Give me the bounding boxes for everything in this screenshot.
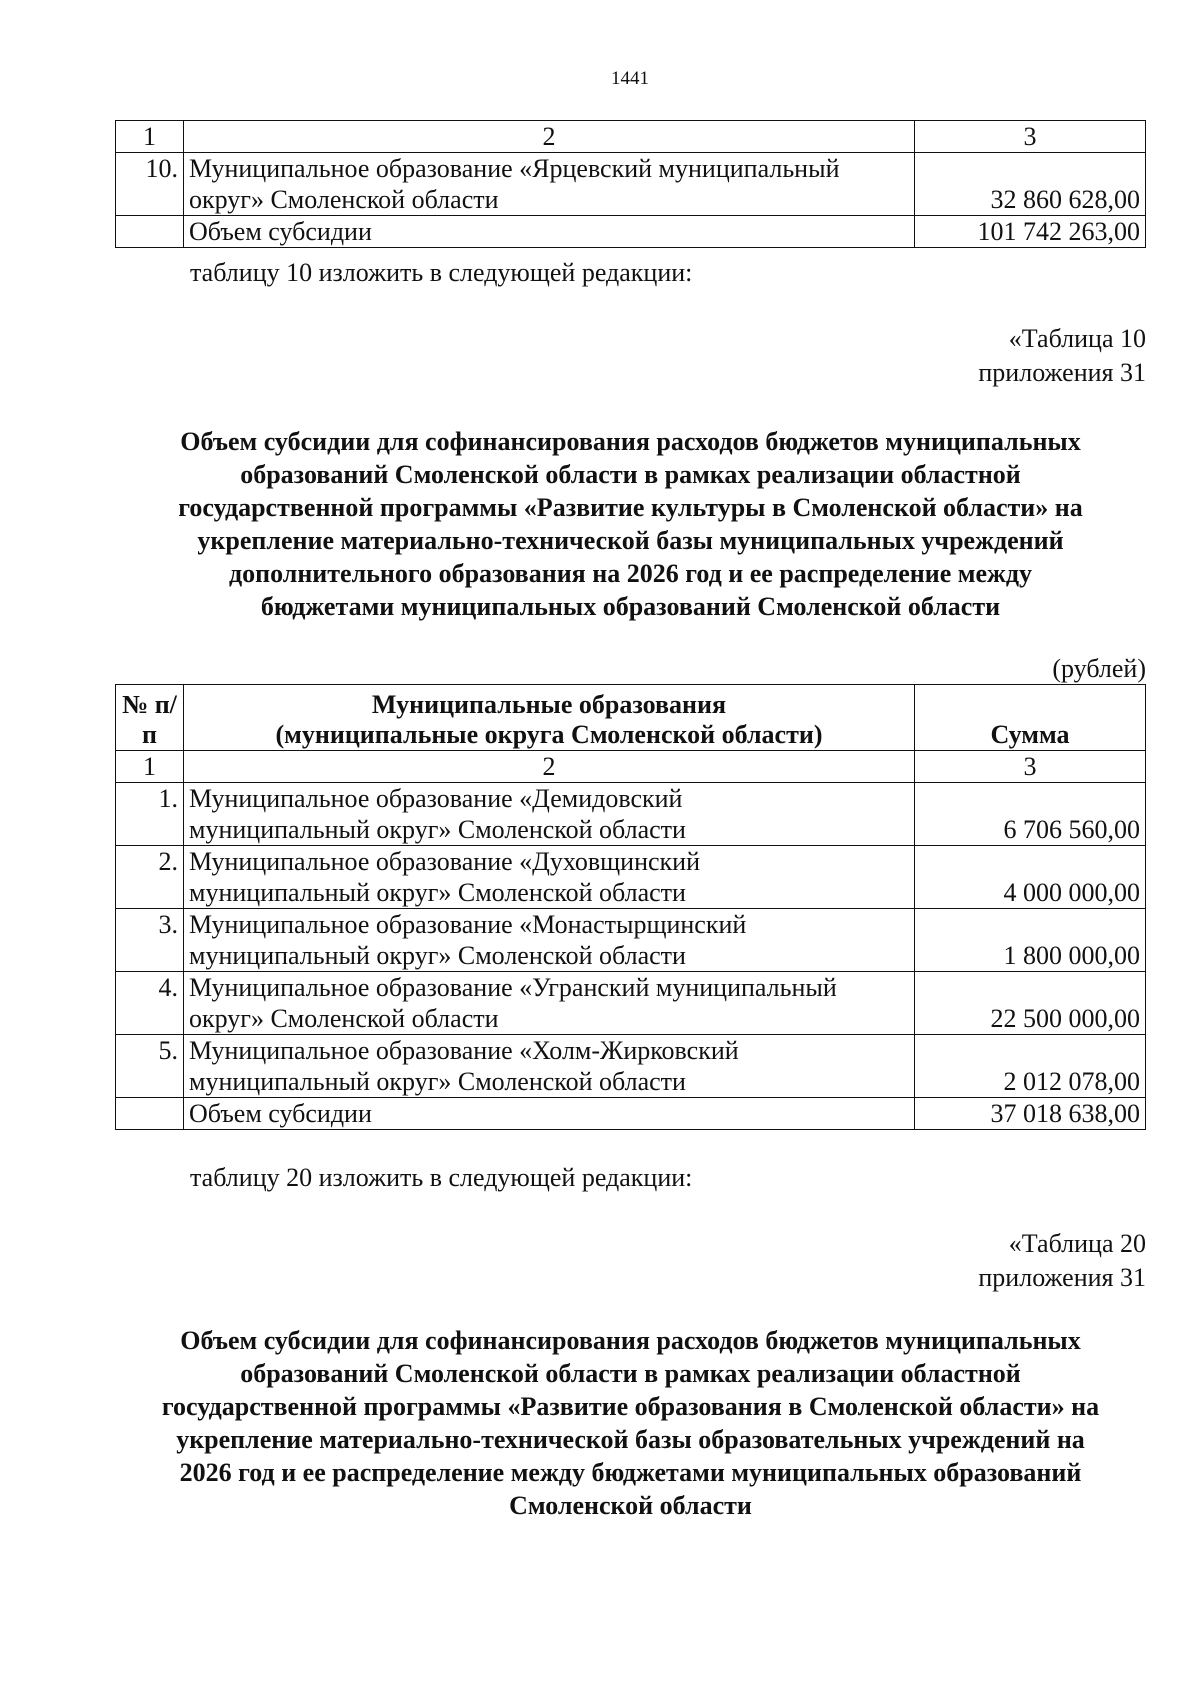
col-number-cell: 3 <box>915 121 1146 153</box>
municipality-name <box>184 846 915 909</box>
title-line: государственной программы «Развитие культуры в Смоленской области» на <box>178 493 1083 522</box>
table-title <box>115 425 1146 623</box>
municipality-name <box>184 783 915 846</box>
title-line: Объем субсидии для софинансирования расходов бюджетов муниципальных <box>180 427 1081 456</box>
table-row <box>116 783 1146 846</box>
municipality-name <box>184 153 915 216</box>
sum-cell: 4 000 000,00 <box>915 846 1146 909</box>
name-line: округ» Смоленской области <box>189 185 499 214</box>
row-number: 1. <box>116 783 184 846</box>
col-number-cell: 2 <box>184 751 915 783</box>
empty-cell <box>116 1098 184 1130</box>
title-line: государственной программы «Развитие образования в Смоленской области» на <box>161 1392 1100 1421</box>
table-row <box>116 153 1146 216</box>
total-sum: 101 742 263,00 <box>915 216 1146 248</box>
page-number: 1441 <box>611 68 649 89</box>
name-line: муниципальный округ» Смоленской области <box>189 1067 686 1096</box>
title-line: Смоленской области <box>509 1491 752 1520</box>
row-number: 3. <box>116 909 184 972</box>
row-number: 4. <box>116 972 184 1035</box>
column-number-row <box>116 751 1146 783</box>
sum-cell: 1 800 000,00 <box>915 909 1146 972</box>
title-line: укрепление материально-технической базы муниципальных учреждений <box>197 526 1064 555</box>
total-sum: 37 018 638,00 <box>915 1098 1146 1130</box>
table-reference-line: приложения 31 <box>978 358 1146 387</box>
total-label: Объем субсидии <box>184 1098 915 1130</box>
table-reference <box>978 1227 1146 1295</box>
header-name <box>184 685 915 751</box>
row-number: 5. <box>116 1035 184 1098</box>
instruction-text: таблицу 20 изложить в следующей редакции: <box>190 1163 693 1192</box>
table-row <box>116 909 1146 972</box>
table-reference-line: приложения 31 <box>978 1263 1146 1292</box>
total-row <box>116 216 1146 248</box>
col-number-cell: 3 <box>915 751 1146 783</box>
table-row <box>116 846 1146 909</box>
title-line: укрепление материально-технической базы образовательных учреждений на <box>176 1425 1085 1454</box>
table-reference-line: «Таблица 20 <box>1008 1229 1146 1258</box>
sum-cell: 6 706 560,00 <box>915 783 1146 846</box>
previous-table <box>115 120 1146 248</box>
municipality-name <box>184 909 915 972</box>
table-reference <box>978 322 1146 390</box>
sum-cell: 2 012 078,00 <box>915 1035 1146 1098</box>
title-line: Объем субсидии для софинансирования расходов бюджетов муниципальных <box>180 1326 1081 1355</box>
name-line: Муниципальное образование «Ярцевский муниципальный <box>189 154 840 183</box>
name-line: Муниципальное образование «Духовщинский <box>189 847 701 876</box>
empty-cell <box>116 216 184 248</box>
total-row <box>116 1098 1146 1130</box>
units-label: (рублей) <box>1052 654 1146 683</box>
col-number-cell: 2 <box>184 121 915 153</box>
table-10 <box>115 684 1146 1130</box>
header-num: № п/п <box>116 685 184 751</box>
header-sum: Сумма <box>915 685 1146 751</box>
municipality-name <box>184 972 915 1035</box>
name-line: муниципальный округ» Смоленской области <box>189 878 686 907</box>
municipality-name <box>184 1035 915 1098</box>
name-line: муниципальный округ» Смоленской области <box>189 941 686 970</box>
title-line: дополнительного образования на 2026 год и ее распределение между <box>228 559 1033 588</box>
name-line: Муниципальное образование «Демидовский <box>189 784 683 813</box>
table-row <box>116 972 1146 1035</box>
name-line: округ» Смоленской области <box>189 1004 499 1033</box>
name-line: Муниципальное образование «Монастырщинский <box>189 910 747 939</box>
table-title <box>115 1324 1146 1522</box>
col-number-cell: 1 <box>116 751 184 783</box>
column-number-row <box>116 121 1146 153</box>
header-name-line: Муниципальные образования <box>371 690 727 719</box>
sum-cell: 32 860 628,00 <box>915 153 1146 216</box>
row-number: 10. <box>116 153 184 216</box>
title-line: бюджетами муниципальных образований Смоленской области <box>260 592 1001 621</box>
col-number-cell: 1 <box>116 121 184 153</box>
header-name-line: (муниципальные округа Смоленской области) <box>275 720 823 749</box>
title-line: образований Смоленской области в рамках реализации областной <box>240 1359 1021 1388</box>
header-row <box>116 685 1146 751</box>
title-line: образований Смоленской области в рамках реализации областной <box>240 460 1021 489</box>
sum-cell: 22 500 000,00 <box>915 972 1146 1035</box>
table-reference-line: «Таблица 10 <box>1008 324 1146 353</box>
name-line: Муниципальное образование «Угранский муниципальный <box>189 973 837 1002</box>
total-label: Объем субсидии <box>184 216 915 248</box>
name-line: Муниципальное образование «Холм-Жирковский <box>189 1036 739 1065</box>
name-line: муниципальный округ» Смоленской области <box>189 815 686 844</box>
instruction-text: таблицу 10 изложить в следующей редакции: <box>190 258 693 287</box>
title-line: 2026 год и ее распределение между бюджетами муниципальных образований <box>179 1458 1082 1487</box>
table-row <box>116 1035 1146 1098</box>
row-number: 2. <box>116 846 184 909</box>
